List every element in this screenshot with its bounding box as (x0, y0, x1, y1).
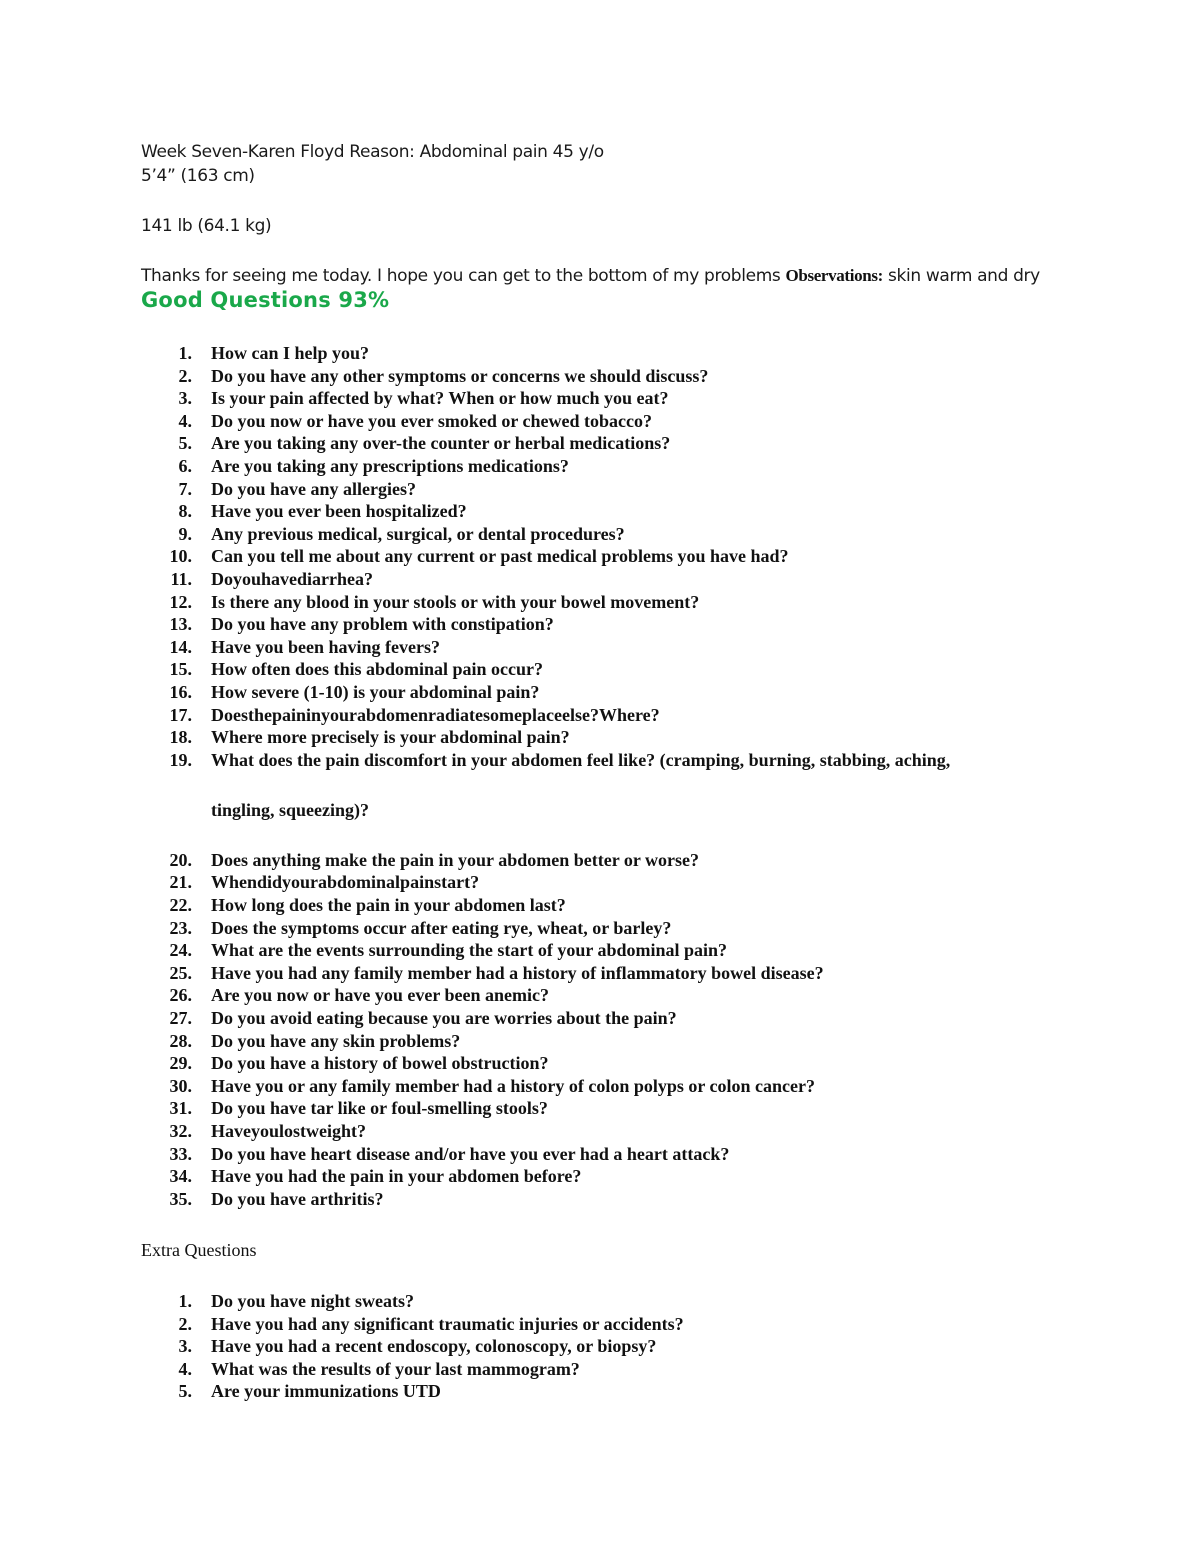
question-text: Any previous medical, surgical, or dental procedures? (211, 523, 625, 544)
patient-height: 5’4” (163 cm) (141, 166, 255, 186)
question-number: 32. (169, 1121, 192, 1141)
question-number: 26. (169, 985, 192, 1006)
question-text: What was the results of your last mammogram? (211, 1358, 580, 1379)
question-text: Do you have a history of bowel obstruction? (211, 1053, 549, 1074)
question-number: 23. (169, 917, 192, 938)
question-number: 9. (178, 523, 192, 544)
question-text: Have you had a recent endoscopy, colonoscopy, or biopsy? (211, 1336, 657, 1357)
question-text: How can I help you? (211, 343, 370, 363)
question-text: Do you have any skin problems? (211, 1030, 461, 1051)
observations-text: skin warm and dry (888, 266, 1040, 286)
question-number: 4. (178, 1358, 192, 1379)
question-number: 35. (169, 1188, 192, 1209)
question-text: Doesthepaininyourabdomenradiatesomeplaceelse?Where? (211, 704, 660, 725)
question-text: Does anything make the pain in your abdomen better or worse? (211, 849, 700, 870)
question-text: Do you now or have you ever smoked or chewed tobacco? (211, 410, 652, 431)
observations-label: Observations: (785, 266, 883, 285)
patient-weight: 141 lb (64.1 kg) (141, 216, 272, 236)
question-text: Whendidyourabdominalpainstart? (211, 872, 480, 893)
question-text: Do you have any other symptoms or concerns we should discuss? (211, 365, 709, 386)
question-text: Do you have any allergies? (211, 478, 416, 499)
question-text: Have you had any significant traumatic injuries or accidents? (211, 1313, 684, 1334)
question-number: 29. (169, 1053, 192, 1074)
question-text: Have you or any family member had a history of colon polyps or colon cancer? (211, 1075, 815, 1096)
question-number: 8. (178, 501, 192, 522)
question-number: 31. (169, 1098, 192, 1119)
question-text: Do you have night sweats? (211, 1291, 415, 1311)
question-text: Does the symptoms occur after eating rye, wheat, or barley? (211, 917, 672, 938)
question-text: Haveyoulostweight? (211, 1121, 366, 1141)
question-text: Do you have heart disease and/or have you ever had a heart attack? (211, 1143, 730, 1164)
question-number: 1. (178, 1291, 192, 1311)
question-number: 2. (178, 1313, 192, 1334)
question-number: 27. (169, 1008, 192, 1028)
question-number: 2. (178, 365, 192, 386)
question-number: 7. (178, 478, 192, 499)
question-number: 16. (169, 682, 192, 702)
question-text: Are you taking any prescriptions medications? (211, 456, 569, 476)
question-number: 4. (178, 410, 192, 431)
question-text: What does the pain discomfort in your abdomen feel like? (cramping, burning, stabbing, aching, (211, 749, 951, 770)
question-text: Is your pain affected by what? When or how much you eat? (211, 388, 669, 409)
question-text: Are your immunizations UTD (211, 1381, 441, 1402)
question-number: 10. (169, 546, 192, 567)
question-number: 24. (169, 940, 192, 961)
greeting-observations-line (141, 266, 1040, 286)
question-number: 20. (169, 849, 192, 870)
question-number: 14. (169, 636, 192, 657)
question-number: 12. (169, 591, 192, 612)
question-text: How long does the pain in your abdomen last? (211, 895, 566, 915)
header-title-line: Week Seven-Karen Floyd Reason: Abdominal pain 45 y/o (141, 142, 604, 162)
question-number: 21. (169, 872, 192, 893)
question-text: Do you have any problem with constipation? (211, 614, 554, 635)
question-number: 17. (169, 704, 192, 725)
question-text: Have you had any family member had a history of inflammatory bowel disease? (211, 962, 824, 983)
question-text: Is there any blood in your stools or with your bowel movement? (211, 591, 700, 612)
question-text: Doyouhavediarrhea? (211, 569, 373, 589)
question-number: 28. (169, 1030, 192, 1051)
question-number: 1. (178, 343, 192, 363)
question-text: How severe (1-10) is your abdominal pain? (211, 682, 540, 702)
question-text: Have you been having fevers? (211, 636, 440, 657)
question-number: 5. (178, 433, 192, 454)
question-text: What are the events surrounding the start of your abdominal pain? (211, 940, 728, 961)
question-number: 3. (178, 1336, 192, 1357)
question-number: 6. (178, 456, 192, 476)
question-number: 18. (169, 727, 192, 748)
question-text: Do you have arthritis? (211, 1188, 384, 1209)
question-number: 19. (169, 749, 192, 770)
question-number: 15. (169, 659, 192, 680)
question-continuation-text: tingling, squeezing)? (211, 799, 370, 820)
question-text: Do you have tar like or foul-smelling stools? (211, 1098, 548, 1119)
question-text: Where more precisely is your abdominal pain? (211, 727, 570, 748)
question-number: 13. (169, 614, 192, 635)
question-text: Are you now or have you ever been anemic? (211, 985, 549, 1006)
question-number: 3. (178, 388, 192, 409)
question-text: Can you tell me about any current or past medical problems you have had? (211, 546, 789, 567)
greeting-text: Thanks for seeing me today. I hope you can get to the bottom of my problems (141, 266, 781, 286)
question-number: 30. (169, 1075, 192, 1096)
extra-questions-title: Extra Questions (141, 1240, 257, 1260)
good-questions-heading: Good Questions 93% (141, 288, 390, 312)
question-text: Have you ever been hospitalized? (211, 501, 467, 522)
question-number: 5. (178, 1381, 192, 1402)
question-number: 33. (169, 1143, 192, 1164)
question-number: 11. (170, 569, 192, 589)
question-number: 22. (169, 895, 192, 915)
question-number: 34. (169, 1166, 192, 1187)
question-text: Have you had the pain in your abdomen before? (211, 1166, 582, 1187)
question-text: Do you avoid eating because you are worries about the pain? (211, 1008, 677, 1028)
question-number: 25. (169, 962, 192, 983)
question-text: How often does this abdominal pain occur? (211, 659, 544, 680)
question-text: Are you taking any over-the counter or herbal medications? (211, 433, 671, 454)
